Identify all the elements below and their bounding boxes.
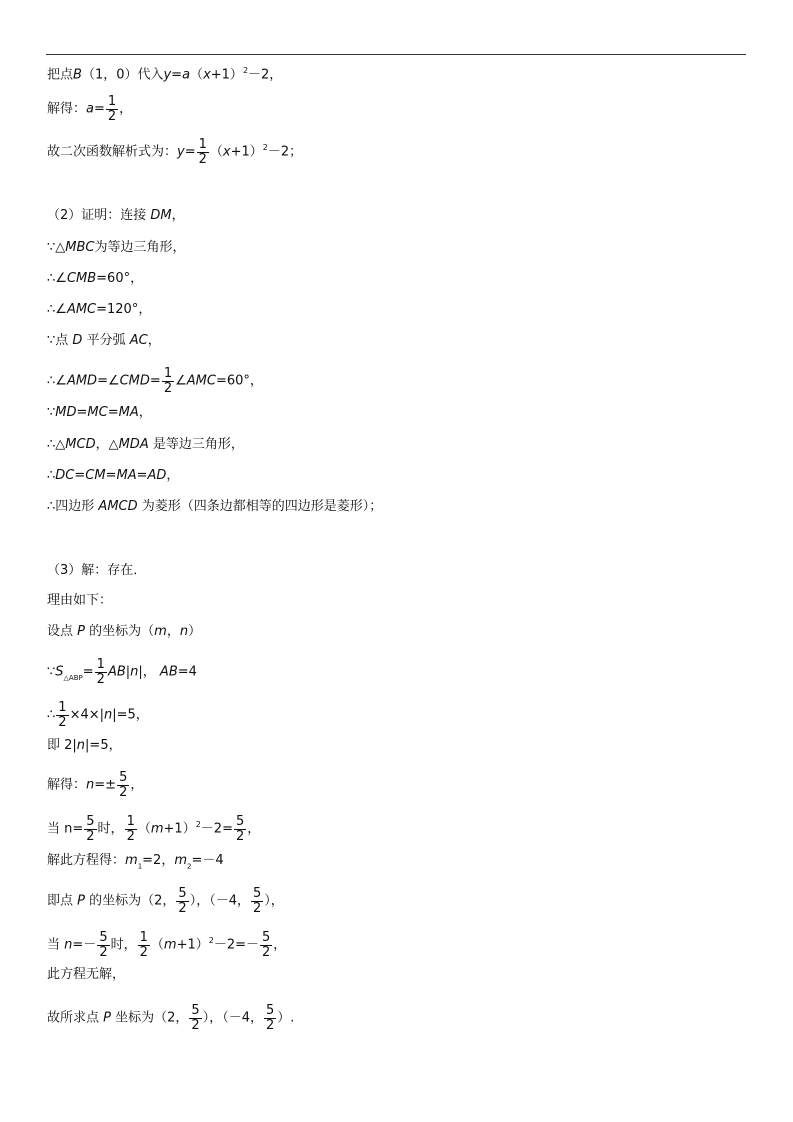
p1-line-2: 解得：a= $\frac{1}{2}$ ， [47,94,133,124]
p3-line-1: （3）解：存在． [47,563,147,578]
p3-line-9: 解此方程得：$m_1=2$，$m_2=-4$ [47,853,224,871]
fraction: $\frac{5}{2}$ [86,814,95,844]
p2-line-1: （2）证明：连接 DM， [47,208,185,223]
fraction: $\frac{1}{2}$ [139,930,148,960]
fraction: $\frac{5}{2}$ [235,814,245,844]
p3-line-6: 即 2|n|=5， [47,738,122,753]
p3-line-13: 故所求点 P 坐标为（2， $\frac{5}{2}$ ），（－4， $\frac{5}{2}$ ）. [47,1003,295,1033]
p3-line-12: 此方程无解， [47,967,126,982]
fraction: $\frac{5}{2}$ [99,930,108,960]
fraction: $\frac{5}{2}$ [119,770,128,800]
fraction: $\frac{1}{2}$ [96,657,105,687]
p3-line-8: 当 n= $\frac{5}{2}$ 时， $\frac{1}{2}$ $(m+1)^2-2=$ $\frac{5}{2}$ ， [47,814,261,844]
p2-line-6: ∴∠AMD=∠CMD= $\frac{1}{2}$ ∠AMC=60°， [47,366,263,396]
fraction: $\frac{5}{2}$ [252,886,262,916]
fraction: $\frac{5}{2}$ [265,1003,275,1033]
header-rule [46,54,746,55]
p2-line-4: ∴∠AMC=120°， [47,302,152,317]
p3-line-5: ∴ $\frac{1}{2}$ ×4×|n|=5， [47,700,149,730]
p2-line-2: ∵△MBC为等边三角形， [47,240,186,255]
fraction: $\frac{1}{2}$ [126,814,135,844]
p3-line-10: 即点 P 的坐标为（2， $\frac{5}{2}$ ），（－4， $\frac{5}{2}$ ）， [47,886,284,916]
p3-line-11: 当 n=－ $\frac{5}{2}$ 时， $\frac{1}{2}$ $(m+1)^2-2=-$ $\frac{5}{2}$ ， [47,930,287,960]
p2-line-3: ∴∠CMB=60°， [47,271,144,286]
p3-line-7: 解得：n=± $\frac{5}{2}$ ， [47,770,144,800]
p2-line-9: ∴DC=CM=MA=AD， [47,468,180,483]
p3-line-4: $\because S_{\triangle ABP}=$ $\frac{1}{2}$ AB|n|， AB=4 [47,657,197,687]
p2-line-8: ∴△MCD，△MDA 是等边三角形， [47,437,244,452]
p1-line-3: 故二次函数解析式为：y= $\frac{1}{2}$ $(x+1)^2-2$； [47,137,303,167]
p2-line-7: ∵MD=MC=MA， [47,405,152,420]
p1-line-1: 把点B（1，0）代入$y=a(x+1)^2-2$， [47,66,283,83]
fraction: $\frac{5}{2}$ [262,930,271,960]
p3-line-3: 设点 P 的坐标为（m，n） [47,624,202,639]
p3-line-2: 理由如下： [47,593,113,608]
fraction: $\frac{1}{2}$ [58,700,67,730]
fraction: $\frac{5}{2}$ [178,886,187,916]
fraction: $\frac{5}{2}$ [191,1003,200,1033]
fraction: $\frac{1}{2}$ [163,366,173,396]
fraction: $\frac{1}{2}$ [198,137,207,167]
p2-line-5: ∵点 D 平分弧 AC， [47,333,161,348]
p2-line-10: ∴四边形 AMCD 为菱形（四条边都相等的四边形是菱形）； [47,499,383,514]
fraction: $\frac{1}{2}$ [107,94,117,124]
